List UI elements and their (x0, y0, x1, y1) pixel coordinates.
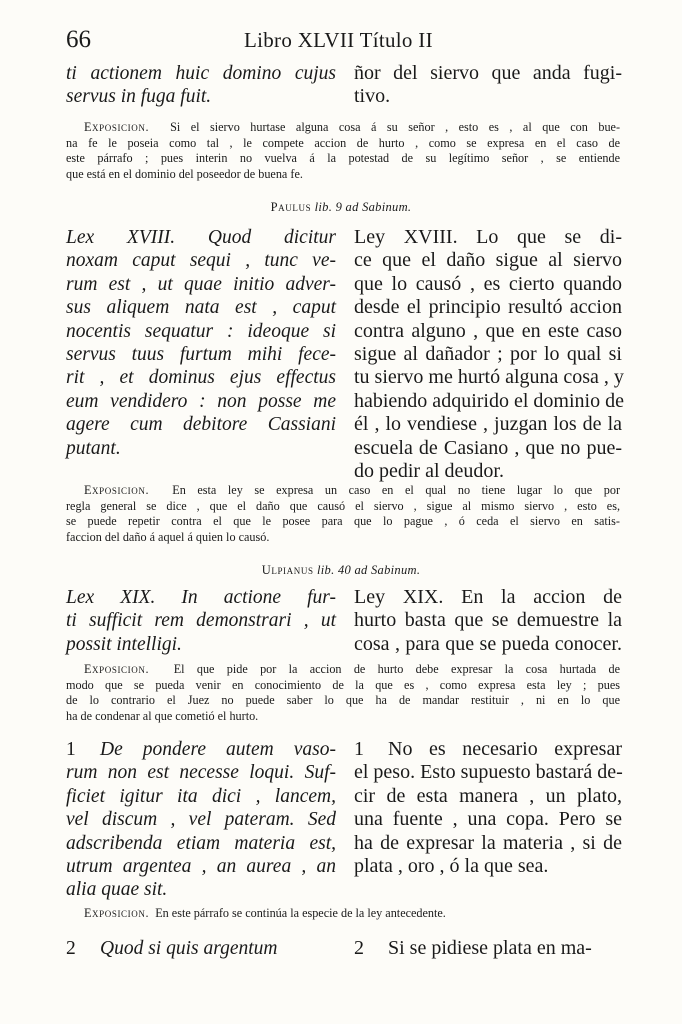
note-line: modo que se pueda venir en conocimiento de la que es , como expresa esta ley ; pues (66, 677, 620, 692)
source-work: lib. 40 ad Sabinum. (317, 563, 421, 577)
latin-line: nocentis sequatur : ideoque si (66, 320, 336, 342)
page-number: 66 (66, 26, 91, 53)
note-line: El que pide por la accion de hurto debe expresar la cosa hurtada de (173, 662, 621, 676)
spanish-line: Ley XIX. En la accion de (354, 586, 622, 608)
latin-line: ti sufficit rem demonstrari , ut (66, 610, 336, 632)
spanish-line: desde el principio resultó accion (354, 296, 622, 319)
spanish-line: contra alguno , que en este caso (354, 319, 622, 342)
latin-line: vel discum , vel pateram. Sed (66, 809, 336, 831)
spanish-line: plata , oro , ó la que sea. (354, 855, 549, 878)
spanish-line: habiendo adquirido el dominio de (354, 389, 624, 412)
note-line: este párrafo ; pues interin no vuelva á la potestad de su legítimo señor , se entiende (66, 151, 620, 166)
exposicion-note (66, 483, 620, 545)
spanish-line: hurto basta que se demuestre la (354, 609, 622, 632)
exposicion-note (66, 906, 620, 922)
latin-line: utrum argentea , an aurea , an (66, 856, 336, 878)
note-line: regla general se dice , que el daño que causó el siervo , sigue al mismo siervo , esto es, (66, 498, 620, 513)
paragraph-number: 1 (354, 738, 364, 760)
paragraph-number: 2 (66, 938, 76, 959)
note-line: En este párrafo se continúa la especie de la ley antecedente. (155, 906, 446, 920)
latin-line: servus tuus furtum mihi fece- (66, 344, 336, 366)
latin-line: eum vendidero : non posse me (66, 390, 336, 412)
exposicion-label: Exposicion. (84, 906, 150, 920)
latin-column (66, 226, 336, 460)
spanish-column (354, 937, 622, 960)
note-line: ha de condenar al que cometió el hurto. (66, 708, 259, 723)
exposicion-label: Exposicion. (84, 662, 150, 676)
source-citation (0, 563, 682, 578)
exposicion-label: Exposicion. (84, 483, 150, 497)
spanish-column (354, 226, 622, 483)
page-header (66, 26, 618, 58)
latin-column (66, 937, 336, 960)
latin-line: servus in fuga fuit. (66, 86, 212, 108)
source-author: Ulpianus (261, 563, 314, 577)
latin-line: rum est , ut quae initio adver- (66, 273, 336, 295)
latin-line: Lex XIX. In actione fur- (66, 587, 336, 608)
note-line: En esta ley se expresa un caso en el qual no tiene lugar lo que por (172, 483, 621, 497)
spanish-line: ce que el daño sigue al siervo (354, 249, 622, 272)
latin-column (66, 62, 336, 109)
note-line: se puede repetir contra el que le posee para que lo pague , ó ceda el siervo en satis- (66, 514, 620, 529)
source-citation (0, 200, 682, 215)
latin-line: Quod si quis argentum (100, 938, 278, 959)
latin-line: alia quae sit. (66, 879, 168, 901)
spanish-line: él , lo vendiese , juzgan los de la (354, 413, 622, 436)
latin-line: De pondere autem vaso- (100, 739, 336, 760)
spanish-line: sigue al dañador ; por lo qual si (354, 343, 622, 366)
paragraph-number: 1 (66, 739, 76, 760)
spanish-line: el peso. Esto supuesto bastará de- (354, 761, 623, 784)
source-work: lib. 9 ad Sabinum. (314, 200, 412, 214)
note-line: faccion del daño á aquel á quien lo causó. (66, 529, 270, 544)
spanish-column (354, 62, 622, 109)
spanish-line: cosa , para que se pueda conocer. (354, 632, 622, 655)
latin-line: ti actionem huic domino cujus (66, 63, 336, 84)
latin-line: rum non est necesse loqui. Suf- (66, 762, 336, 784)
latin-line: putant. (66, 437, 121, 459)
spanish-column (354, 586, 622, 656)
exposicion-note (66, 662, 620, 724)
note-line: Si el siervo hurtase alguna cosa á su señor , esto es , al que con bue- (170, 120, 621, 134)
note-line: de lo contrario el Juez no puede saber lo que ha de mandar restituir , ni en lo que (66, 693, 620, 708)
spanish-line: Si se pidiese plata en ma- (388, 937, 592, 959)
spanish-line: Ley XVIII. Lo que se di- (354, 226, 622, 248)
note-line: na fe le poseia como tal , le compete accion de hurto , como se expresa en el caso de (66, 135, 620, 150)
latin-line: sus aliquem nata est , caput (66, 297, 336, 319)
latin-line: possit intelligi. (66, 633, 182, 655)
latin-column (66, 738, 336, 902)
paragraph-number: 2 (354, 937, 364, 959)
note-line: que está en el dominio del poseedor de buena fe. (66, 166, 303, 181)
spanish-line: tu siervo me hurtó alguna cosa , y (354, 366, 624, 389)
spanish-line: que lo causó , es cierto quando (354, 272, 622, 295)
exposicion-label: Exposicion. (84, 120, 150, 134)
latin-column (66, 586, 336, 656)
spanish-line: ñor del siervo que anda fugi- (354, 62, 622, 84)
spanish-line: cir de esta manera , un plato, (354, 784, 622, 807)
spanish-line: ha de expresar la materia , si de (354, 831, 622, 854)
spanish-line: tivo. (354, 85, 391, 108)
running-title: Libro XLVII Título II (244, 28, 433, 52)
exposicion-note (66, 120, 620, 182)
latin-line: ficiet igitur ita dici , lancem, (66, 785, 336, 807)
latin-line: Lex XVIII. Quod dicitur (66, 227, 336, 248)
spanish-line: escuela de Casiano , que no pue- (354, 436, 622, 459)
latin-line: noxam caput sequi , tunc ve- (66, 250, 336, 272)
latin-line: agere cum debitore Cassiani (66, 414, 336, 436)
spanish-line: una fuente , una copa. Pero se (354, 808, 622, 831)
spanish-line: No es necesario expresar (388, 738, 622, 760)
latin-line: rit , et dominus ejus effectus (66, 367, 336, 389)
spanish-column (354, 738, 622, 878)
spanish-line: do pedir al deudor. (354, 460, 504, 483)
source-author: Paulus (270, 200, 312, 214)
latin-line: adscribenda etiam materia est, (66, 832, 336, 854)
